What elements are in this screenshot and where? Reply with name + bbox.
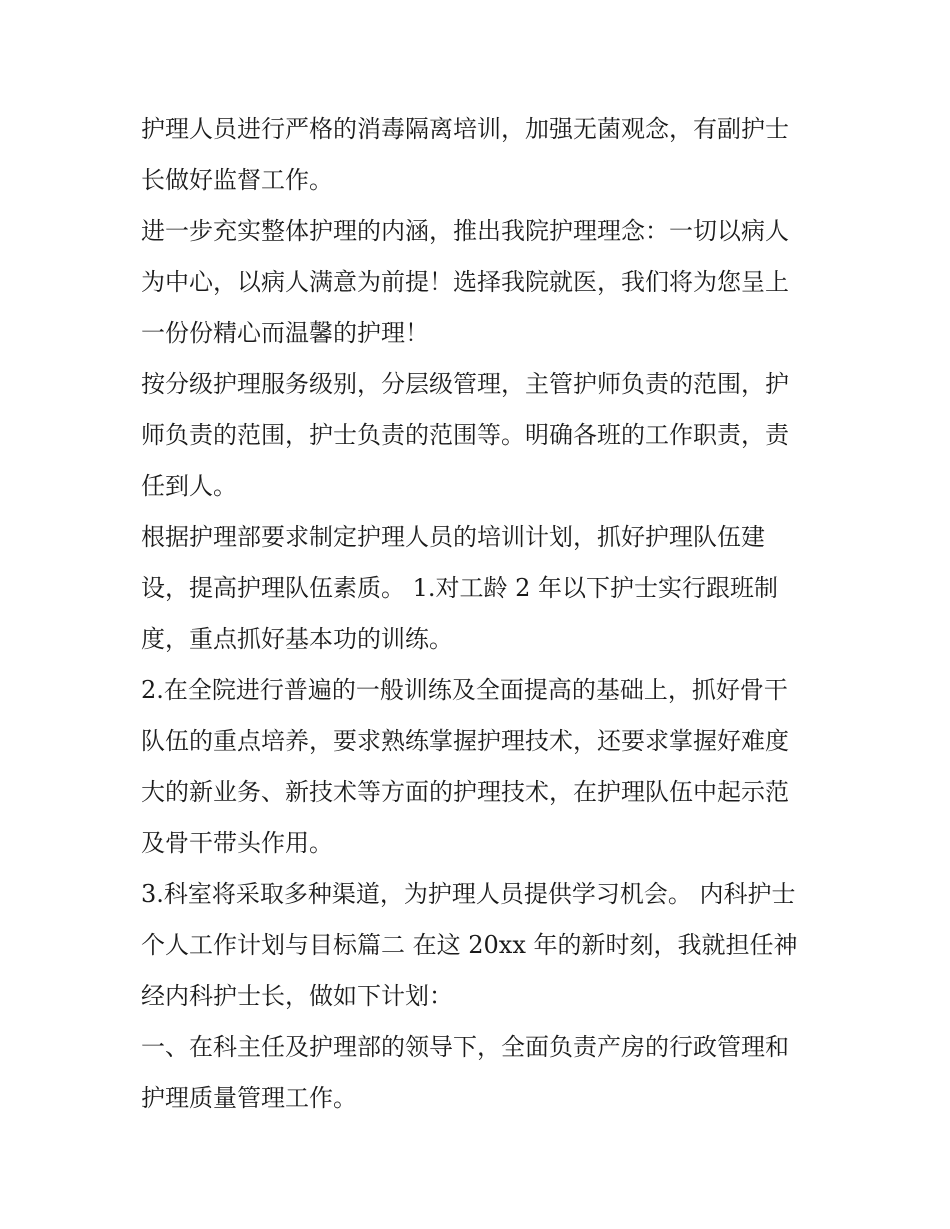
text-line: 个人工作计划与目标篇二 在这 20xx 年的新时刻，我就担任神 — [141, 931, 798, 959]
paragraph — [141, 104, 813, 206]
text-line: 进一步充实整体护理的内涵，推出我院护理理念：一切以病人 — [141, 217, 789, 245]
text-line: 队伍的重点培养，要求熟练掌握护理技术，还要求掌握好难度 — [141, 727, 789, 755]
paragraph — [141, 206, 813, 359]
text-line: 经内科护士长，做如下计划： — [141, 982, 453, 1010]
text-line: 为中心，以病人满意为前提！选择我院就医，我们将为您呈上 — [141, 268, 789, 296]
paragraph — [141, 512, 813, 665]
text-line: 2.在全院进行普遍的一般训练及全面提高的基础上，抓好骨干 — [141, 676, 788, 704]
paragraph — [141, 359, 813, 512]
paragraph — [141, 665, 813, 869]
text-line: 3.科室将采取多种渠道，为护理人员提供学习机会。 内科护士 — [141, 880, 796, 908]
document-body — [141, 104, 813, 1124]
text-line: 护理人员进行严格的消毒隔离培训，加强无菌观念，有副护士 — [141, 115, 789, 143]
text-line: 师负责的范围，护士负责的范围等。明确各班的工作职责，责 — [141, 421, 789, 449]
text-line: 一份份精心而温馨的护理！ — [141, 319, 429, 347]
paragraph — [141, 869, 813, 1022]
text-line: 度，重点抓好基本功的训练。 — [141, 625, 453, 653]
paragraph — [141, 1022, 813, 1124]
text-line: 长做好监督工作。 — [141, 166, 333, 194]
text-line: 护理质量管理工作。 — [141, 1084, 357, 1112]
text-line: 大的新业务、新技术等方面的护理技术，在护理队伍中起示范 — [141, 778, 789, 806]
text-line: 及骨干带头作用。 — [141, 829, 333, 857]
text-line: 按分级护理服务级别，分层级管理，主管护师负责的范围，护 — [141, 370, 789, 398]
text-line: 根据护理部要求制定护理人员的培训计划，抓好护理队伍建 — [141, 523, 765, 551]
text-line: 任到人。 — [141, 472, 237, 500]
text-line: 一、在科主任及护理部的领导下，全面负责产房的行政管理和 — [141, 1033, 789, 1061]
text-line: 设，提高护理队伍素质。 1.对工龄 2 年以下护士实行跟班制 — [141, 574, 779, 602]
